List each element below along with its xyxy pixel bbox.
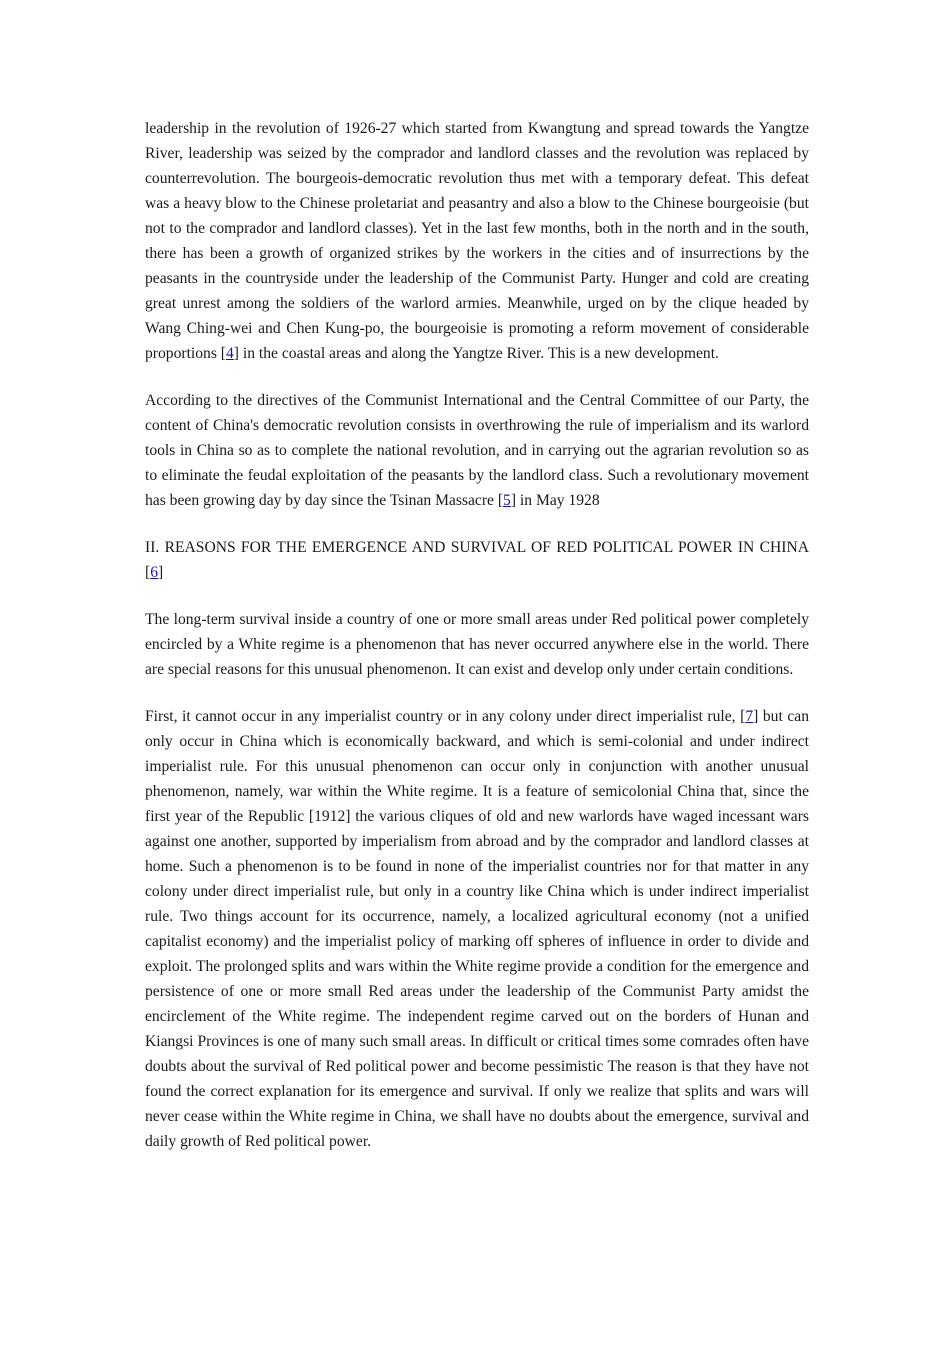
footnote-link-5[interactable]: 5 [503,492,511,509]
footnote-link-7[interactable]: 7 [745,708,754,725]
paragraph-4 [145,704,809,1154]
document-body [145,116,809,1176]
section-heading-text-a: II. REASONS FOR THE EMERGENCE AND SURVIVAL OF RED POLITICAL POWER IN CHINA [ [145,539,809,581]
paragraph-2-text-b: ] in May 1928 [510,492,600,509]
footnote-link-6[interactable]: 6 [150,564,158,581]
paragraph-3 [145,607,809,682]
paragraph-4-text-b: ] but can only occur in China which is economically backward, and which is semi-colonial and under indirect imperialist rule. For this unusual phenomenon can occur only in conjunction with another unusual phenomenon, namely, war within the White regime. It is a feature of semicolonial China that, since the first year of the Republic [1912] the various cliques of old and new warlords have waged incessant wars against one another, supported by imperialism from abroad and by the comprador and landlord classes at home. Such a phenomenon is to be found in none of the imperialist countries nor for that matter in any colony under direct imperialist rule, but only in a country like China which is under indirect imperialist rule. Two things account for its occurrence, namely, a localized agricultural economy (not a unified capitalist economy) and the imperialist policy of marking off spheres of influence in order to divide and exploit. The prolonged splits and wars within the White regime provide a condition for the emergence and persistence of one or more small Red areas under the leadership of the Communist Party amidst the encirclement of the White regime. The independent regime carved out on the borders of Hunan and Kiangsi Provinces is one of many such small areas. In difficult or critical times some comrades often have doubts about the survival of Red political power and become pessimistic The reason is that they have not found the correct explanation for its emergence and survival. If only we realize that splits and wars will never cease within the White regime in China, we shall have no doubts about the emergence, survival and daily growth of Red political power. [145,708,809,1150]
footnote-link-4[interactable]: 4 [226,345,234,362]
paragraph-1-text-b: ] in the coastal areas and along the Yangtze River. This is a new development. [233,345,719,362]
section-heading-text-b: ] [158,564,164,581]
paragraph-2-text-a: According to the directives of the Communist International and the Central Committee of our Party, the content of China's democratic revolution consists in overthrowing the rule of imperialism and its warlord tools in China so as to complete the national revolution, and in carrying out the agrarian revolution so as to eliminate the feudal exploitation of the peasants by the landlord class. Such a revolutionary movement has been growing day by day since the Tsinan Massacre [ [145,392,809,509]
paragraph-1 [145,116,809,366]
paragraph-3-text: The long-term survival inside a country of one or more small areas under Red political power completely encircled by a White regime is a phenomenon that has never occurred anywhere else in the world. There are special reasons for this unusual phenomenon. It can exist and develop only under certain conditions. [145,611,809,678]
paragraph-2 [145,388,809,513]
paragraph-4-text-a: First, it cannot occur in any imperialist country or in any colony under direct imperialist rule, [ [145,708,746,725]
section-heading [145,535,809,585]
paragraph-1-text-a: leadership in the revolution of 1926-27 which started from Kwangtung and spread towards the Yangtze River, leadership was seized by the comprador and landlord classes and the revolution was replaced by counterrevolution. The bourgeois-democratic revolution thus met with a temporary defeat. This defeat was a heavy blow to the Chinese proletariat and peasantry and also a blow to the Chinese bourgeoisie (but not to the comprador and landlord classes). Yet in the last few months, both in the north and in the south, there has been a growth of organized strikes by the workers in the cities and of insurrections by the peasants in the countryside under the leadership of the Communist Party. Hunger and cold are creating great unrest among the soldiers of the warlord armies. Meanwhile, urged on by the clique headed by Wang Ching-wei and Chen Kung-po, the bourgeoisie is promoting a reform movement of considerable proportions [ [145,120,809,362]
